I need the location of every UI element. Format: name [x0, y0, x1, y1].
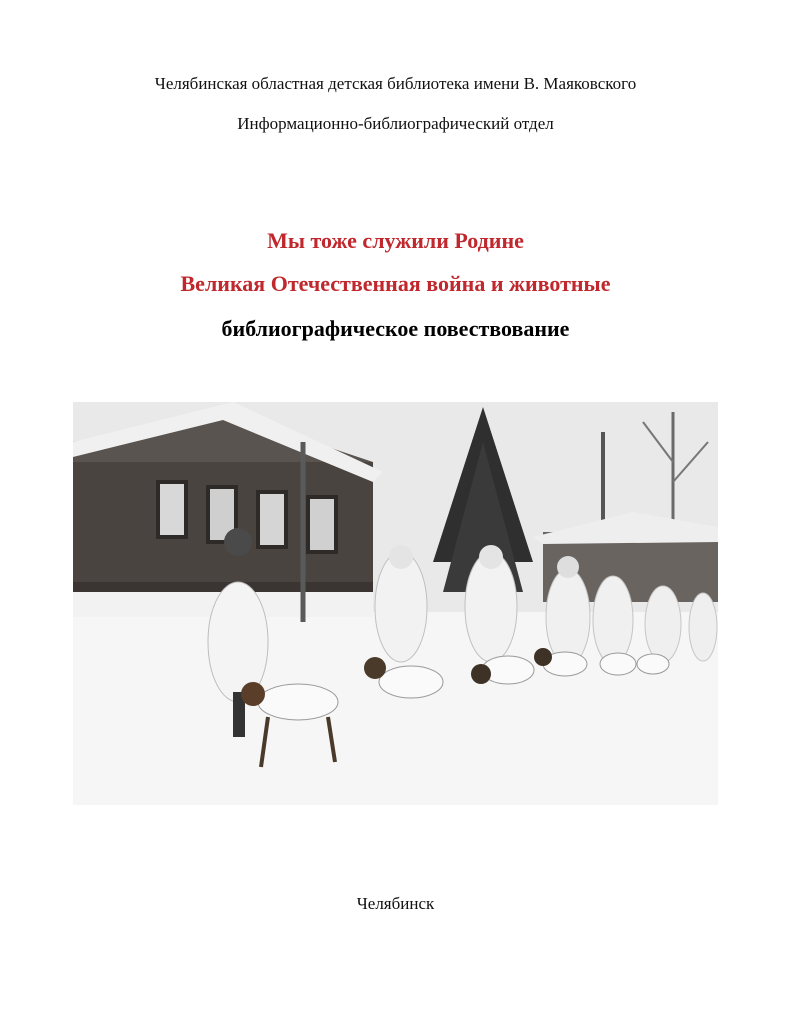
department-name: Информационно-библиографический отдел [237, 114, 554, 133]
title-line-2: Великая Отечественная война и животные [180, 271, 611, 296]
title-line-1: Мы тоже служили Родине [267, 228, 524, 253]
cover-photo-soldiers-with-dogs [73, 402, 718, 805]
organization-name: Челябинская областная детская библиотека имени В. Маяковского [154, 74, 637, 93]
publication-city: Челябинск [356, 894, 435, 913]
document-subtitle: библиографическое повествование [221, 316, 570, 341]
